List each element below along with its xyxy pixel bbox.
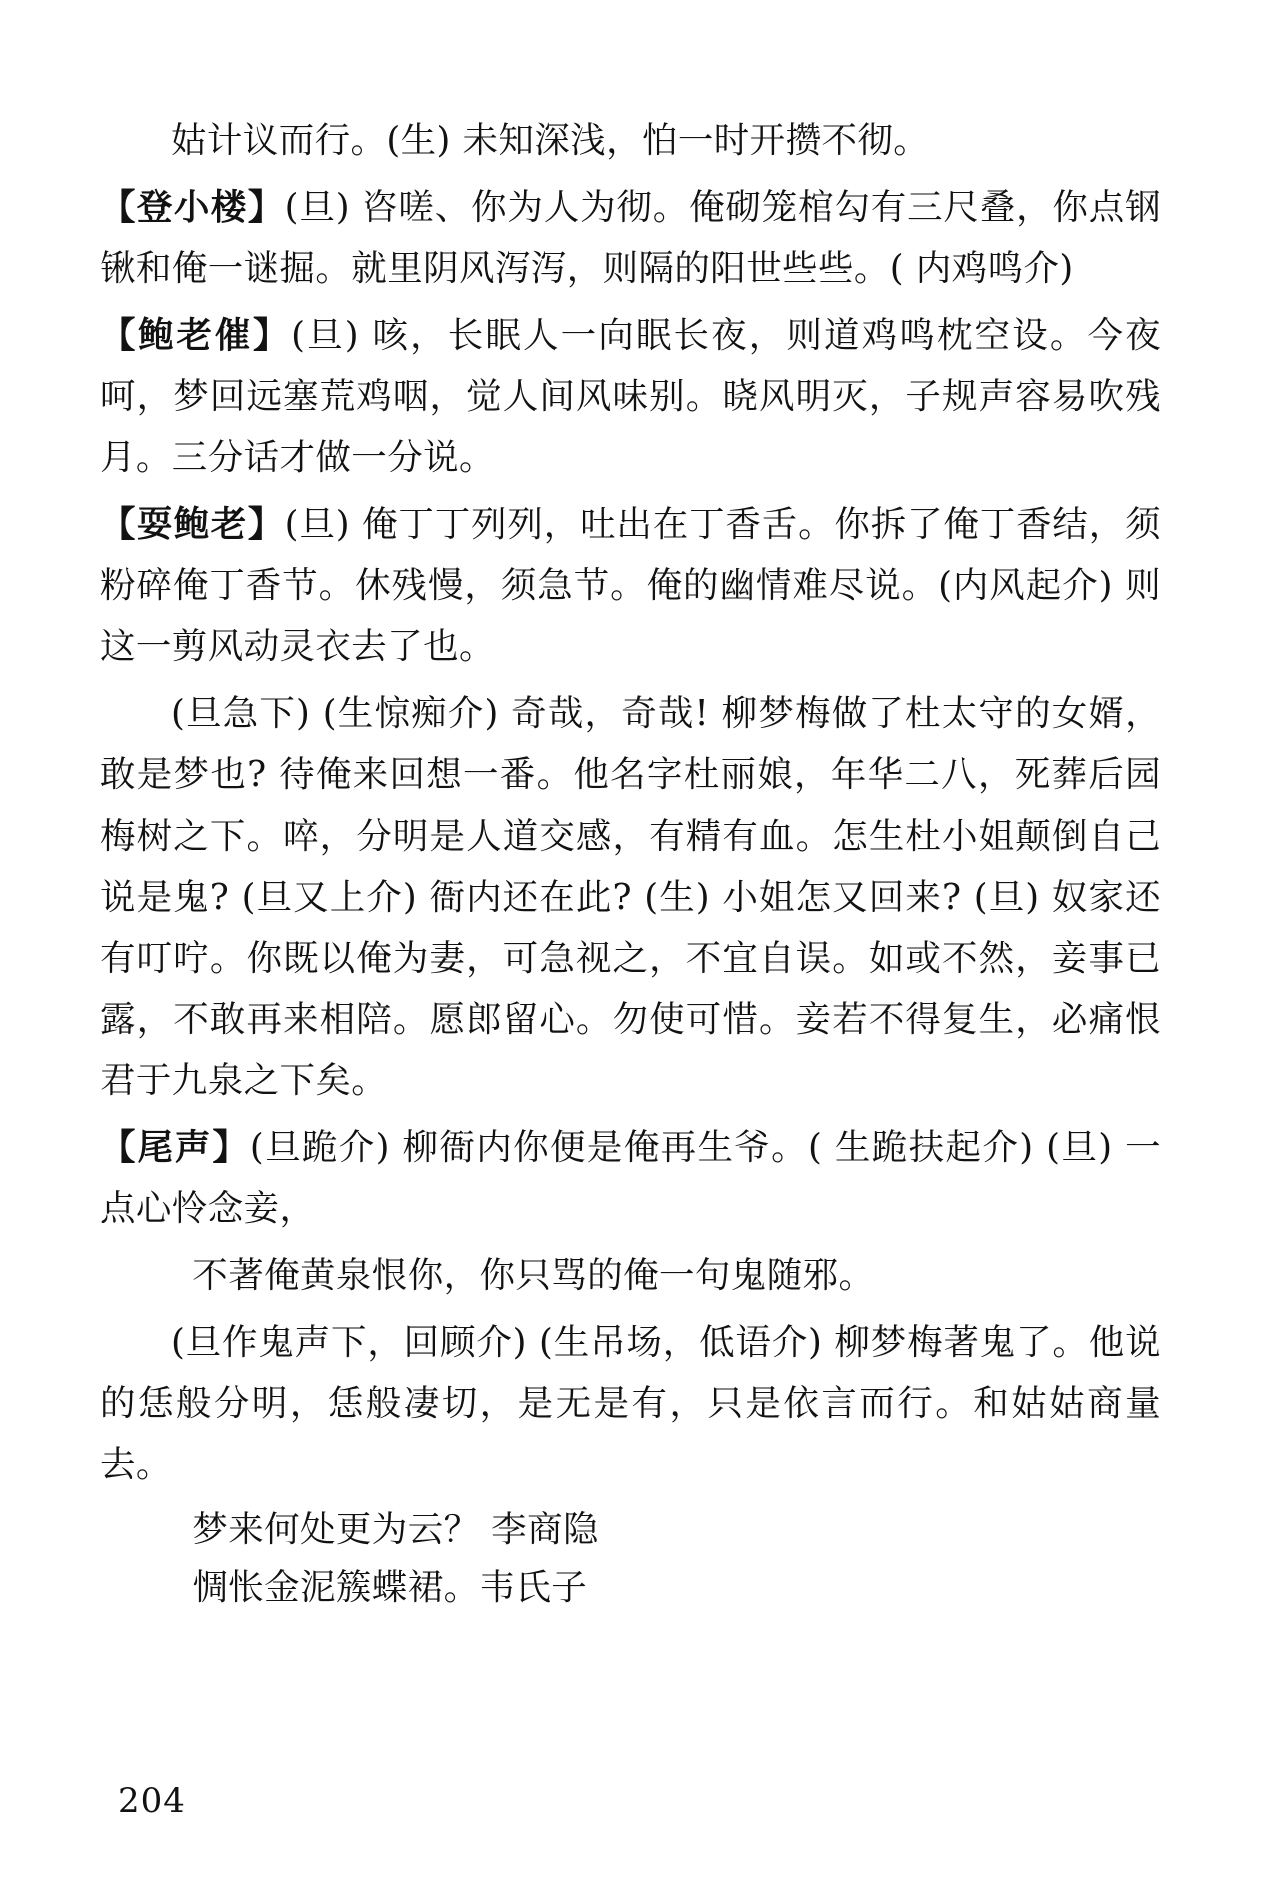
- aria-text-deng-xiao-lou: (旦) 咨嗟、你为人为彻。俺砌笼棺勾有三尺叠，你点钢锹和俺一谜掘。就里阴风泻泻，则隔的阳世些些。( 内鸡鸣介): [100, 187, 1161, 290]
- aria-deng-xiao-lou: [100, 177, 1161, 299]
- tune-title-shua-bao-lao: 【耍鲍老】: [100, 504, 285, 546]
- tune-title-wei-sheng: 【尾声】: [100, 1126, 250, 1168]
- couplet-line-2: 惆怅金泥簇蝶裙。韦氏子: [192, 1566, 588, 1608]
- closing-stage-direction-block: (旦作鬼声下，回顾介) (生吊场，低语介) 柳梦梅著鬼了。他说的恁般分明，恁般凄切，是无是有，只是依言而行。和姑姑商量去。: [100, 1321, 1161, 1485]
- stage-dialogue-block: (旦急下) (生惊痴介) 奇哉，奇哉! 柳梦梅做了杜太守的女婿，敢是梦也? 待俺来回想一番。他名字杜丽娘，年华二八，死葬后园梅树之下。啐，分明是人道交感，有精有血。怎生杜小姐颠倒自己说是鬼? (旦又上介) 衙内还在此? (生) 小姐怎又回来? (旦) 奴家还有叮咛。你既以俺为妻，可急视之，不宜自误。如或不然，妾事已露，不敢再来相陪。愿郎留心。勿使可惜。妾若不得复生，必痛恨君于九泉之下矣。: [100, 693, 1161, 1101]
- aria-shua-bao-lao: [100, 494, 1161, 677]
- paragraph-continuation: 姑计议而行。(生) 未知深浅，怕一时开攒不彻。: [171, 120, 930, 161]
- tune-title-bao-lao-cui: 【鲍老催】: [100, 315, 292, 357]
- closing-couplet: [192, 1501, 1161, 1616]
- aria-continuation-line: 不著俺黄泉恨你，你只骂的俺一句鬼随邪。: [192, 1254, 875, 1296]
- tune-title-deng-xiao-lou: 【登小楼】: [100, 187, 285, 229]
- aria-text-bao-lao-cui: (旦) 咳，长眠人一向眠长夜，则道鸡鸣枕空设。今夜呵，梦回远塞荒鸡咽，觉人间风味别。晓风明灭，子规声容易吹残月。三分话才做一分说。: [100, 315, 1161, 479]
- aria-bao-lao-cui: [100, 305, 1161, 488]
- aria-wei-sheng: [100, 1117, 1161, 1239]
- aria-text-wei-sheng: (旦跪介) 柳衙内你便是俺再生爷。( 生跪扶起介) (旦) 一点心怜念妾，: [100, 1126, 1161, 1229]
- page-number: 204: [118, 1781, 186, 1821]
- text-column: [100, 110, 1161, 1616]
- aria-text-shua-bao-lao: (旦) 俺丁丁列列，吐出在丁香舌。你拆了俺丁香结，须粉碎俺丁香节。休残慢，须急节。俺的幽情难尽说。(内风起介) 则这一剪风动灵衣去了也。: [100, 504, 1161, 668]
- couplet-line-1: 梦来何处更为云？ 李商隐: [192, 1509, 599, 1551]
